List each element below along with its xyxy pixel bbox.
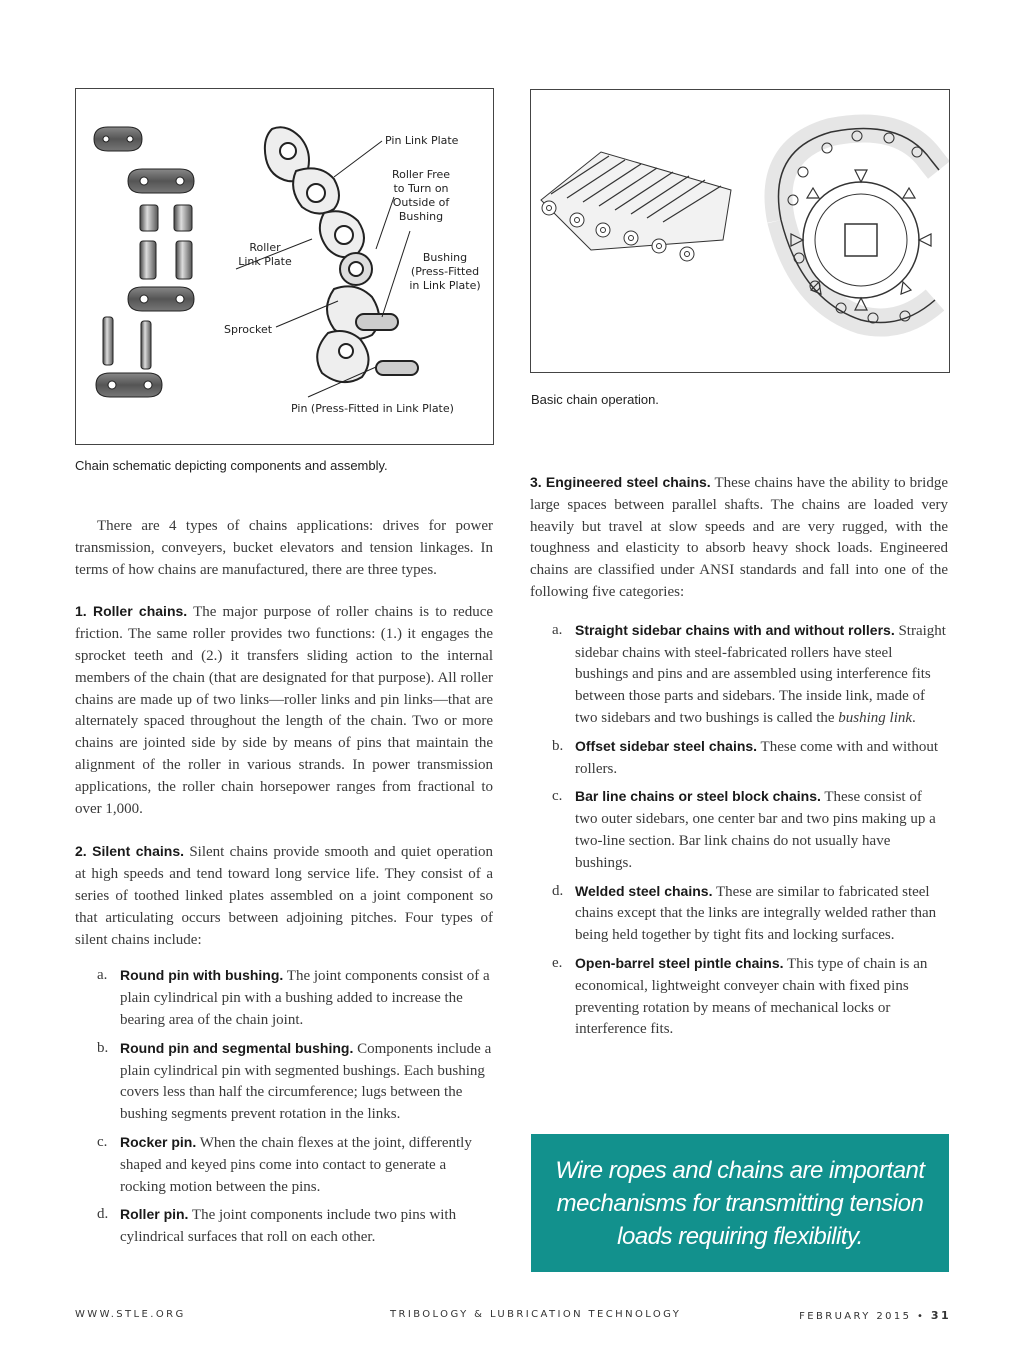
list-item: [530, 620, 948, 730]
list-item: [530, 786, 948, 874]
label-sprocket: Sprocket: [224, 323, 273, 336]
rollers: [140, 241, 192, 279]
item-heading: Round pin with bushing.: [120, 967, 284, 984]
chain-schematic-figure: [75, 88, 494, 445]
list-item: [530, 736, 948, 781]
list-item: [75, 965, 493, 1031]
item-heading: Welded steel chains.: [575, 882, 713, 899]
figure-right-caption: Basic chain operation.: [531, 392, 659, 407]
item-text: These are similar to fabricated steel chains except that the links are integrally welded rather than being held together by tight fits and locking surfaces.: [575, 883, 937, 944]
item-heading: Open-barrel steel pintle chains.: [575, 954, 784, 971]
link-plate-top: [94, 127, 142, 151]
footer-separator: •: [916, 1311, 926, 1322]
silent-chains-heading: 2. Silent chains.: [75, 843, 184, 860]
roller-chains-heading: 1. Roller chains.: [75, 603, 188, 620]
link-plate-bottom: [96, 373, 162, 397]
list-item: [75, 1038, 493, 1126]
engineered-chains-paragraph: [530, 472, 948, 604]
item-marker: e.: [552, 954, 563, 971]
silent-chains-text: Silent chains provide smooth and quiet operation at high speeds and tend toward long service life. They consist of a series of toothed linked plates assembled on a joint component so that articulating occurs between adjoining pitches. Four types of silent chains include:: [75, 844, 493, 948]
footer-publication: TRIBOLOGY & LUBRICATION TECHNOLOGY: [390, 1309, 682, 1320]
sprocket-wheel: [791, 170, 931, 310]
label-roller-free-2: to Turn on: [393, 182, 449, 195]
engineered-chains-heading: 3. Engineered steel chains.: [530, 474, 711, 490]
label-roller-free-3: Outside of: [392, 196, 450, 209]
page-number: 31: [930, 1309, 951, 1322]
label-roller-free-4: Bushing: [398, 210, 444, 223]
engineered-chains-text: These chains have the ability to bridge large spaces between parallel shafts. The chains are loaded very heavily but travel at slow speeds and are very rugged, with the toughness and elasticity to absorb heavy shock loads. Engineered chains are classified under ANSI standards and fall into one of the following five categories:: [530, 475, 948, 600]
label-pin: Pin (Press-Fitted in Link Plate): [291, 402, 454, 415]
item-marker: d.: [552, 882, 564, 899]
item-heading: Straight sidebar chains with and without rollers.: [575, 621, 895, 638]
item-text: These consist of two outer sidebars, one center bar and two pins making up a two-line section. Bar link chains do not usually have bushings.: [575, 789, 936, 871]
item-tail: .: [912, 709, 916, 726]
item-text: This type of chain is an economical, lightweight conveyer chain with fixed pins preventing rotation by means of mechanical locks or interference fits.: [575, 955, 928, 1038]
list-item: [530, 881, 948, 947]
list-item: [75, 1204, 493, 1249]
label-bushing-1: Bushing: [422, 251, 468, 264]
silent-chains-paragraph: [75, 841, 493, 951]
pull-quote: [531, 1134, 949, 1272]
item-marker: a.: [552, 621, 563, 638]
link-plate-3: [128, 287, 194, 311]
label-pin-link-plate: Pin Link Plate: [385, 134, 459, 147]
link-plate-2: [128, 169, 194, 193]
intro-paragraph: There are 4 types of chains applications: drives for power transmission, conveyers, bucket elevators and tension linkages. In terms of how chains are manufactured, there are three types.: [75, 518, 493, 578]
engineered-chain-categories-list: [530, 620, 948, 1041]
chain-operation-figure: [530, 89, 950, 373]
flat-chain-segment: [541, 152, 731, 261]
list-item: [75, 1132, 493, 1198]
item-heading: Bar line chains or steel block chains.: [575, 788, 821, 805]
label-roller-link-1: Roller: [249, 241, 281, 254]
item-text: These come with and without rollers.: [575, 738, 939, 777]
item-marker: a.: [97, 967, 108, 984]
label-bushing-2: (Press-Fitted: [410, 265, 480, 278]
footer-date-page: [799, 1309, 951, 1322]
roller-chains-text: The major purpose of roller chains is to reduce friction. The same roller provides two functions: (1.) it engages the sprocket teeth and (2.) it transfers sliding action to the internal members of the chain (that are designated for that purpose). All roller chains are made up of two links—roller links and pin links—that are alternately spaced throughout the length of the chain. Two or more chains are jointed side by side by means of pins that maintain the alignment of the roller in various strands. In power transmission applications, the roller chain horsepower ranges from fractional to over 1,000.: [75, 604, 494, 817]
pins: [103, 317, 151, 369]
chain-operation-illustration: [531, 90, 949, 372]
right-column: [530, 472, 948, 1041]
item-text: When the chain flexes at the joint, differently shaped and keyed pins come into contact to generate a rocking motion between the pins.: [120, 1134, 472, 1195]
item-heading: Rocker pin.: [120, 1133, 197, 1150]
silent-chain-types-list: [75, 965, 493, 1249]
footer-date: FEBRUARY 2015: [799, 1311, 912, 1322]
item-italic-term: bushing link: [838, 709, 913, 726]
footer-website: WWW.STLE.ORG: [75, 1309, 186, 1320]
bushings: [140, 205, 192, 231]
item-marker: b.: [552, 737, 564, 754]
item-text: The joint components include two pins with cylindrical surfaces that roll on each other.: [120, 1207, 457, 1246]
pull-quote-text: Wire ropes and chains are important mechanisms for transmitting tension loads requiring flexibility.: [555, 1156, 925, 1250]
item-heading: Offset sidebar steel chains.: [575, 737, 758, 754]
item-marker: d.: [97, 1206, 109, 1223]
item-heading: Round pin and segmental bushing.: [120, 1039, 354, 1056]
roller-chains-paragraph: [75, 601, 493, 820]
item-text: Components include a plain cylindrical pin with segmented bushings. Each bushing covers less than half the circumference; lugs between the bushing segments prevent rotation in the links.: [120, 1040, 492, 1123]
label-bushing-3: in Link Plate): [409, 279, 481, 292]
list-item: [530, 953, 948, 1041]
label-roller-free-1: Roller Free: [391, 168, 451, 181]
chain-on-sprocket: [778, 129, 939, 324]
item-marker: b.: [97, 1039, 109, 1056]
item-marker: c.: [552, 788, 563, 805]
item-text: The joint components consist of a plain cylindrical pin with a bushing added to increase the bearing area of the chain joint.: [120, 968, 490, 1028]
label-roller-link-2: Link Plate: [238, 255, 292, 268]
figure-left-caption: Chain schematic depicting components and assembly.: [75, 458, 388, 473]
left-column: [75, 516, 493, 1249]
item-heading: Roller pin.: [120, 1206, 189, 1223]
chain-schematic-illustration: [76, 89, 493, 444]
item-marker: c.: [97, 1133, 108, 1150]
item-text: Straight sidebar chains with steel-fabricated rollers have steel bushings and pins and are assembled using interference fits between those parts and sidebars. The inside link, made of two sidebars and two bushings is called the: [575, 622, 946, 726]
